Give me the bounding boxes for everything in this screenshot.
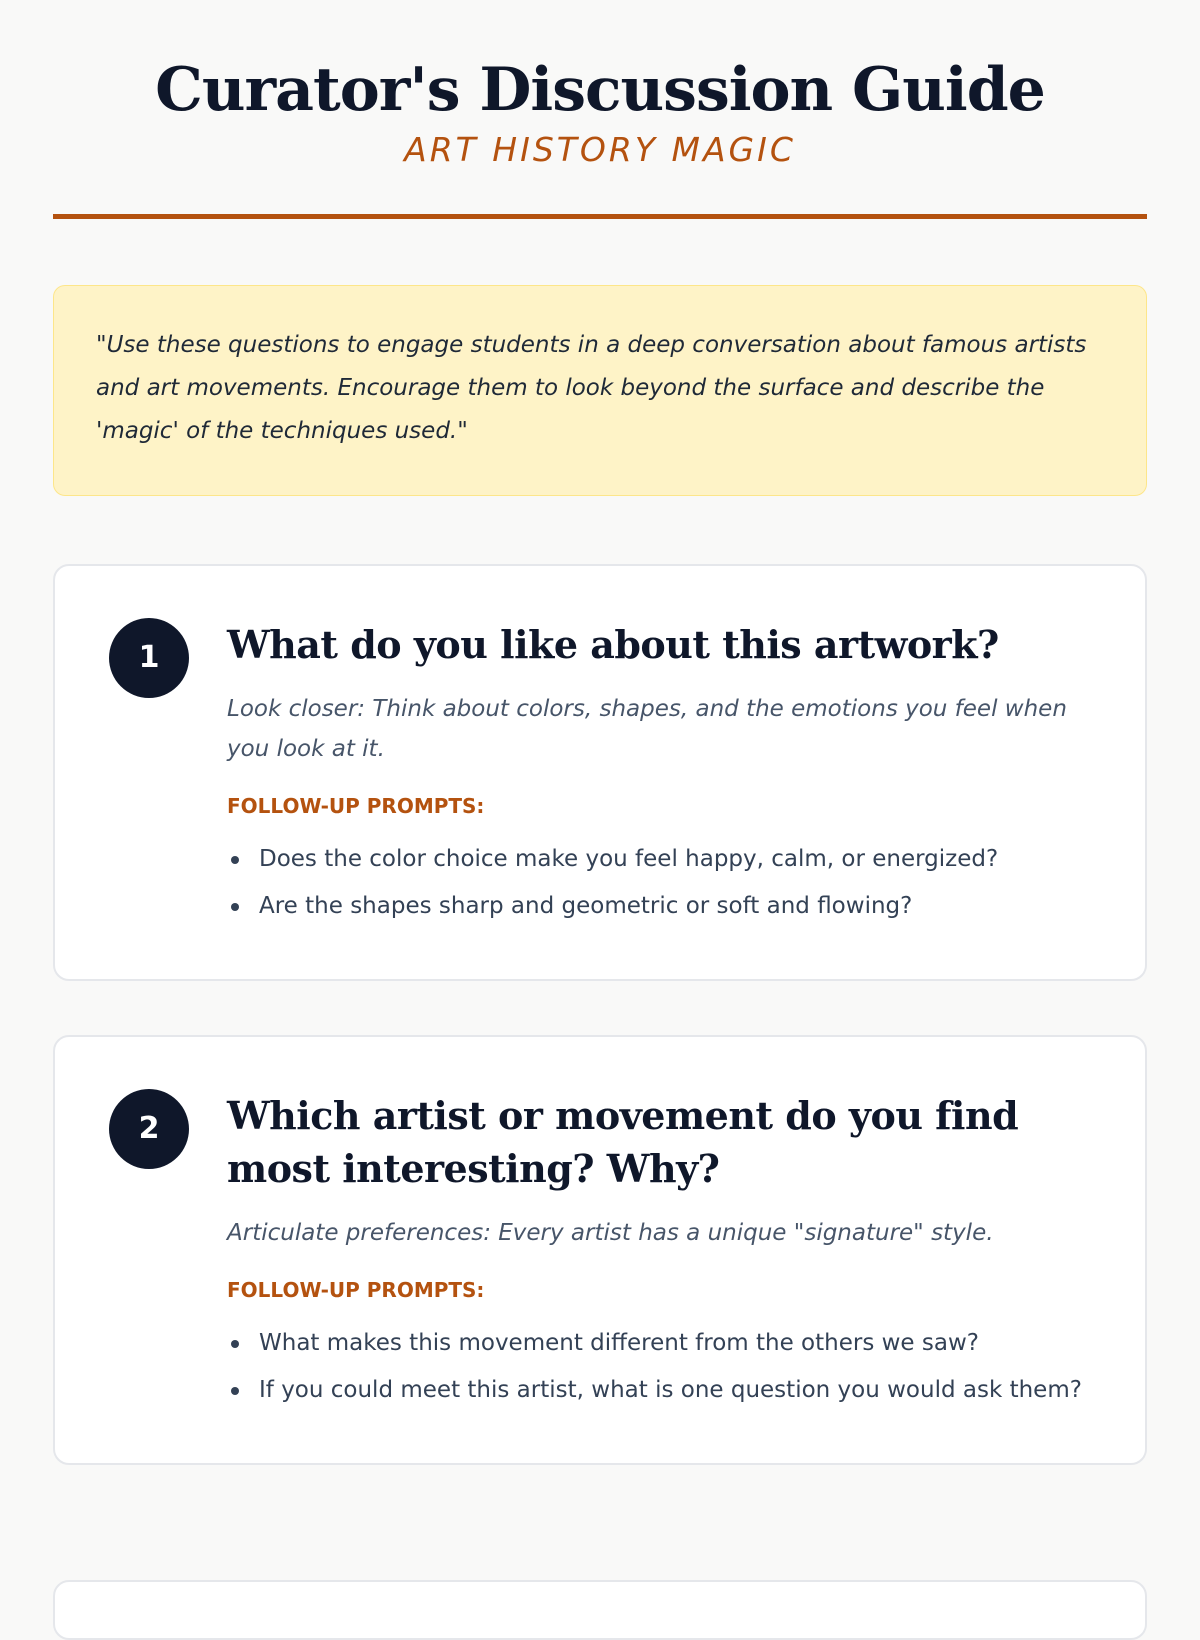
- followup-item: Are the shapes sharp and geometric or soft and flowing?: [259, 886, 1095, 926]
- discussion-guide-page: [53, 0, 1147, 1465]
- intro-callout: [53, 285, 1147, 496]
- followup-label: FOLLOW-UP PROMPTS:: [227, 1278, 485, 1302]
- question-hint: Articulate preferences: Every artist has a unique "signature" style.: [227, 1220, 994, 1246]
- followup-item: Does the color choice make you feel happy, calm, or energized?: [259, 839, 1095, 879]
- followup-list: [227, 839, 1095, 926]
- question-card-1: [53, 564, 1147, 981]
- question-number-badge: 1: [109, 618, 189, 698]
- question-hint: Look closer: Think about colors, shapes, and the emotions you feel when you look at it.: [227, 696, 1067, 762]
- question-title: Which artist or movement do you find most interesting? Why?: [227, 1093, 1019, 1191]
- followup-list: [227, 1323, 1095, 1410]
- question-number-badge: 2: [109, 1089, 189, 1169]
- question-card-3-partial: [53, 1580, 1147, 1640]
- followup-item: What makes this movement different from the others we saw?: [259, 1323, 1095, 1363]
- question-card-2: [53, 1035, 1147, 1465]
- intro-text: "Use these questions to engage students in a deep conversation about famous artists and art movements. Encourage them to look beyond the surface and describe the 'magic' of the techniques used.": [96, 332, 1087, 444]
- page-subtitle: ART HISTORY MAGIC: [404, 130, 796, 169]
- followup-item: If you could meet this artist, what is one question you would ask them?: [259, 1370, 1095, 1410]
- followup-label: FOLLOW-UP PROMPTS:: [227, 794, 485, 818]
- guide-header: [53, 56, 1147, 219]
- page-title: Curator's Discussion Guide: [155, 55, 1045, 125]
- question-title: What do you like about this artwork?: [227, 622, 999, 667]
